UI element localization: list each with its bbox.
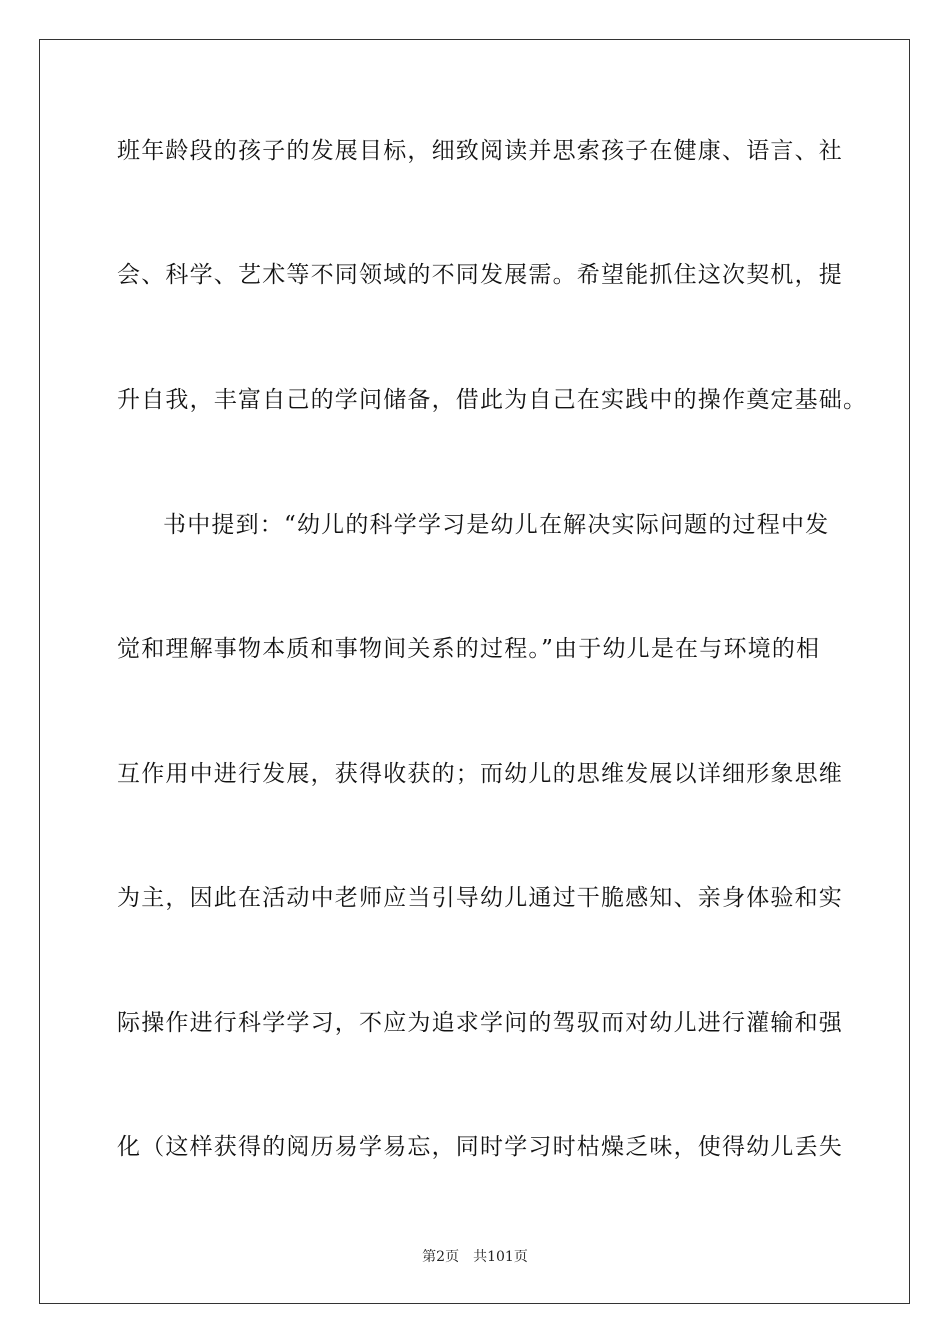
body-text-line-1: 班年龄段的孩子的发展目标，细致阅读并思索孩子在健康、语言、社 — [117, 138, 843, 164]
page-border — [39, 39, 910, 1304]
current-page-label: 第2页 — [422, 1249, 460, 1265]
body-text-line-9: 化（这样获得的阅历易学易忘，同时学习时枯燥乏味，使得幼儿丢失 — [117, 1134, 843, 1160]
body-text-line-4: 书中提到：“幼儿的科学学习是幼儿在解决实际问题的过程中发 — [163, 512, 830, 538]
body-text-line-5: 觉和理解事物本质和事物间关系的过程。”由于幼儿是在与环境的相 — [117, 636, 821, 662]
page-number-footer — [0, 1248, 950, 1266]
total-pages-label: 共101页 — [473, 1249, 528, 1265]
body-text-line-7: 为主，因此在活动中老师应当引导幼儿通过干脆感知、亲身体验和实 — [117, 885, 843, 911]
body-text-line-6: 互作用中进行发展，获得收获的；而幼儿的思维发展以详细形象思维 — [117, 761, 843, 787]
body-text-line-8: 际操作进行科学学习，不应为追求学问的驾驭而对幼儿进行灌输和强 — [117, 1010, 843, 1036]
body-text-line-3: 升自我，丰富自己的学问储备，借此为自己在实践中的操作奠定基础。 — [117, 387, 868, 413]
body-text-line-2: 会、科学、艺术等不同领域的不同发展需。希望能抓住这次契机，提 — [117, 262, 843, 288]
